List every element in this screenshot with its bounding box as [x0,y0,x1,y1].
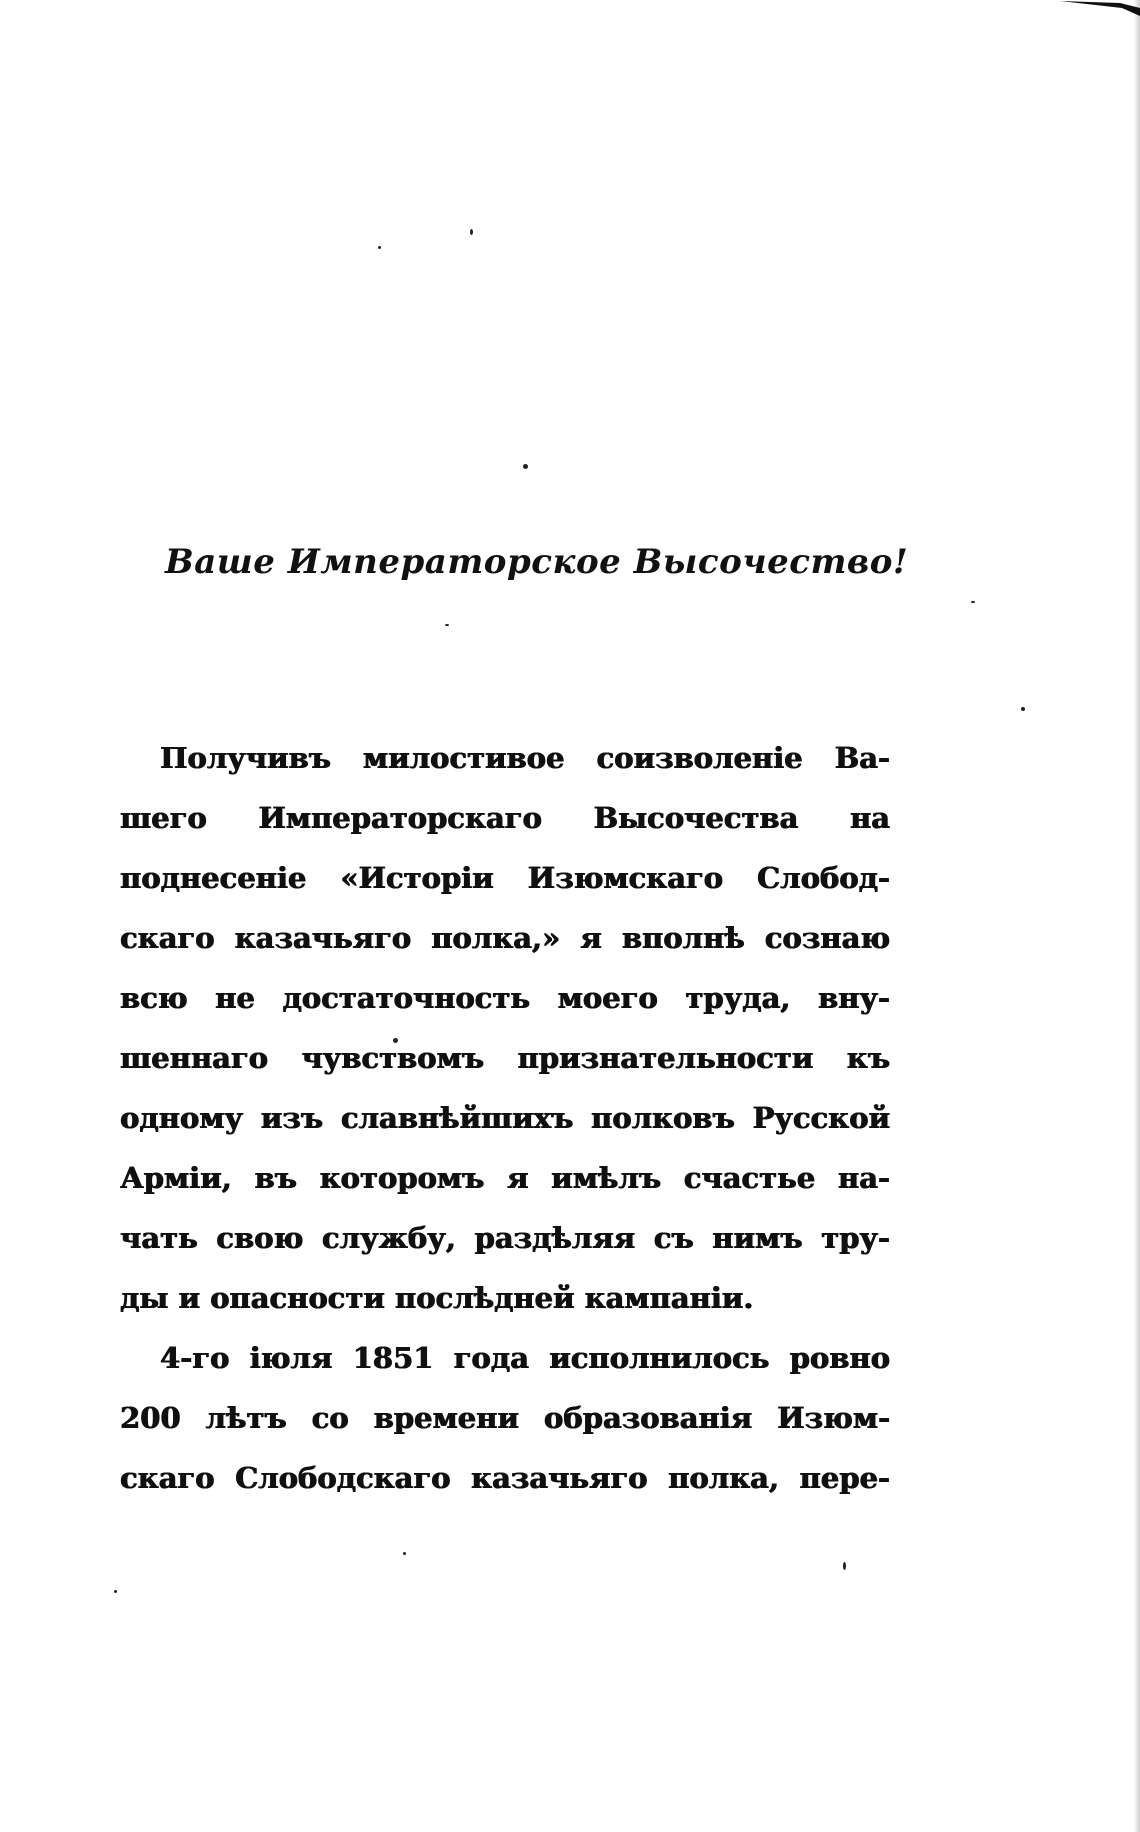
corner-stroke [1060,0,1140,20]
scan-speck [114,1590,117,1593]
dedication-heading: Ваше Императорское Высочество! [165,542,909,582]
dedication-body [120,728,890,1508]
scan-speck [843,1562,846,1570]
text-line: скаго Слободскаго казачьяго полка, пере- [120,1461,890,1495]
text-line: 4-го іюля 1851 года исполнилось ровно [160,1341,890,1375]
scan-speck [971,601,975,603]
text-line: чать свою службу, раздѣляя съ нимъ тру- [120,1221,890,1255]
scan-speck [1021,707,1025,711]
scan-speck [378,246,381,249]
text-line: шеннаго чувствомъ признательности къ [120,1041,890,1075]
text-line: ды и опасности послѣдней кампаніи. [120,1281,754,1315]
scan-speck [470,229,473,235]
page-edge [1134,0,1140,1832]
text-line: поднесеніе «Исторіи Изюмскаго Слобод- [120,861,890,895]
scan-speck [403,1552,406,1555]
scan-speck [523,464,528,469]
text-line: Получивъ милостивое соизволеніе Ва- [160,741,890,775]
text-line: Арміи, въ которомъ я имѣлъ счастье на- [120,1161,890,1195]
text-line: всю не достаточность моего труда, вну- [120,981,890,1015]
text-line: шего Императорскаго Высочества на [120,801,890,835]
text-line: одному изъ славнѣйшихъ полковъ Русской [120,1101,890,1135]
text-line: скаго казачьяго полка,» я вполнѣ сознаю [120,921,890,955]
text-line: 200 лѣтъ со времени образованія Изюм- [120,1401,890,1435]
scan-speck [445,624,449,626]
